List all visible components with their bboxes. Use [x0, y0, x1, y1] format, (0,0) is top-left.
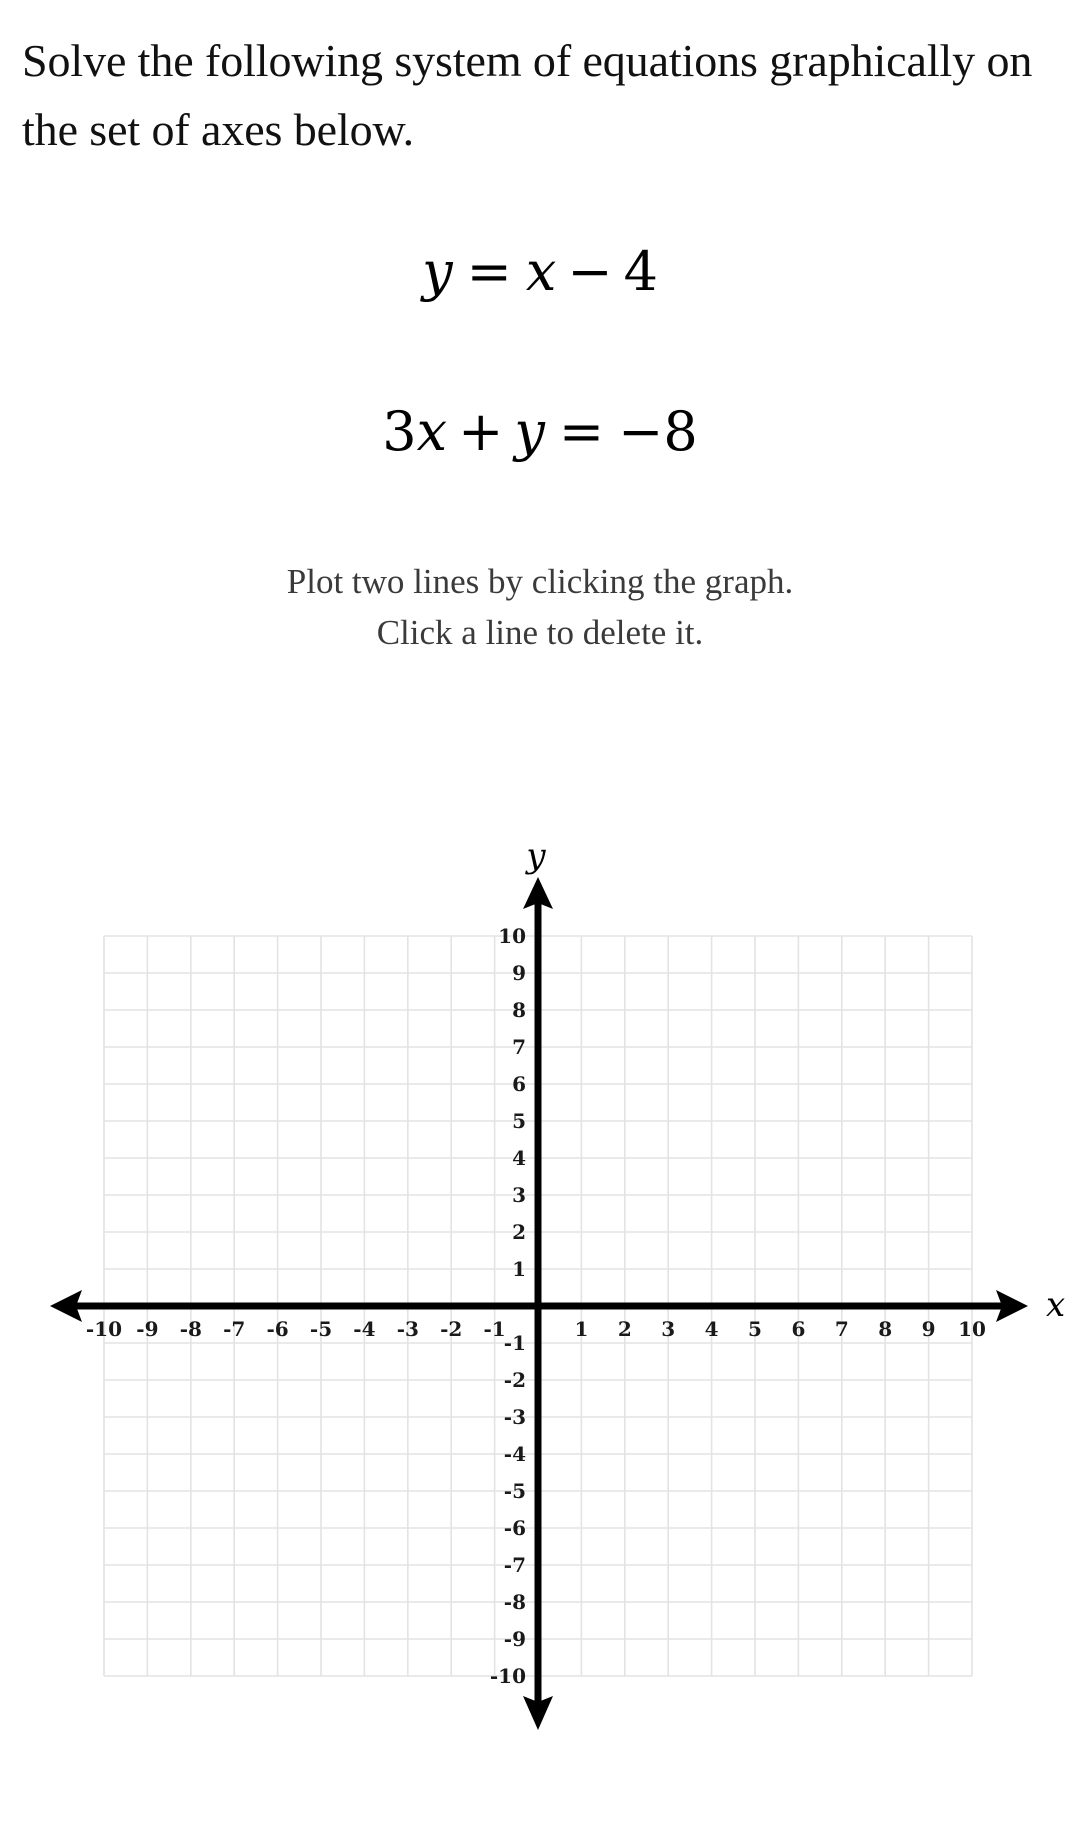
- y-tick-label: -9: [503, 1627, 526, 1651]
- x-tick-label: 1: [574, 1317, 589, 1341]
- prompt-line-2: graphically on the set of axes below.: [22, 35, 1033, 155]
- equation-2-operator: +: [458, 400, 504, 463]
- x-tick-label: 10: [958, 1317, 986, 1341]
- y-tick-label: 2: [512, 1220, 526, 1244]
- x-axis-label: x: [1046, 1285, 1066, 1325]
- x-tick-label: -10: [85, 1317, 123, 1341]
- equation-2-row: [0, 400, 1080, 463]
- equation-2-term2-variable: y: [514, 400, 545, 463]
- x-tick-label: -6: [266, 1317, 289, 1341]
- y-tick-label: -5: [503, 1479, 526, 1503]
- x-tick-label: 4: [704, 1317, 719, 1341]
- equation-1-relation: =: [466, 240, 512, 303]
- y-tick-label: -1: [503, 1331, 526, 1355]
- x-tick-label: -1: [483, 1317, 506, 1341]
- x-tick-label: 3: [661, 1317, 676, 1341]
- y-tick-label: -8: [503, 1590, 526, 1614]
- y-tick-label: -4: [503, 1442, 526, 1466]
- y-tick-label: -6: [503, 1516, 526, 1540]
- equation-1: [422, 240, 658, 303]
- equation-2: [382, 400, 697, 463]
- x-tick-label: -2: [440, 1317, 463, 1341]
- equation-1-operator: −: [567, 240, 613, 303]
- equation-1-lhs-variable: y: [422, 240, 453, 303]
- x-tick-label: 7: [834, 1317, 849, 1341]
- x-tick-label: 5: [748, 1317, 762, 1341]
- y-tick-label: -10: [489, 1664, 526, 1688]
- y-tick-label: 8: [512, 998, 526, 1022]
- equation-2-relation: =: [558, 400, 605, 463]
- x-tick-label: -8: [179, 1317, 202, 1341]
- prompt-line-1: Solve the following system of equations: [22, 35, 758, 86]
- y-tick-label: 1: [512, 1257, 526, 1281]
- x-tick-label: 2: [617, 1317, 632, 1341]
- coordinate-grid-graph[interactable]: [0, 690, 1080, 1810]
- x-tick-label: -7: [223, 1317, 246, 1341]
- y-tick-label: 9: [512, 961, 526, 985]
- instructions: [0, 556, 1080, 658]
- equation-2-coefficient: 3: [382, 400, 417, 463]
- equation-1-rhs-variable: x: [525, 240, 557, 303]
- x-tick-label: 8: [878, 1317, 893, 1341]
- x-tick-label: 9: [921, 1317, 936, 1341]
- y-tick-label: 6: [512, 1072, 526, 1096]
- equation-1-constant: 4: [623, 240, 658, 303]
- y-tick-label: 5: [512, 1109, 526, 1133]
- equation-2-constant: 8: [663, 400, 698, 463]
- x-tick-label: 6: [791, 1317, 806, 1341]
- instruction-line-1: Plot two lines by clicking the graph.: [286, 562, 794, 601]
- x-tick-label: -9: [136, 1317, 159, 1341]
- x-tick-label: -5: [309, 1317, 333, 1341]
- y-tick-label: 7: [512, 1035, 526, 1059]
- equation-1-row: [0, 240, 1080, 303]
- y-tick-label: -3: [503, 1405, 526, 1429]
- y-axis-label: y: [526, 836, 546, 876]
- equation-2-constant-sign: −: [618, 400, 664, 463]
- page-title: [22, 26, 1058, 164]
- x-tick-label: -3: [396, 1317, 419, 1341]
- y-tick-label: -7: [503, 1553, 526, 1577]
- equation-2-term1-variable: x: [416, 400, 448, 463]
- y-tick-label: -2: [503, 1368, 526, 1392]
- y-tick-label: 3: [512, 1183, 526, 1207]
- graph-canvas[interactable]: [0, 690, 1080, 1810]
- y-tick-label: 10: [498, 924, 526, 948]
- x-tick-label: -4: [353, 1317, 376, 1341]
- y-tick-label: 4: [512, 1146, 526, 1170]
- instruction-line-2: Click a line to delete it.: [376, 613, 704, 653]
